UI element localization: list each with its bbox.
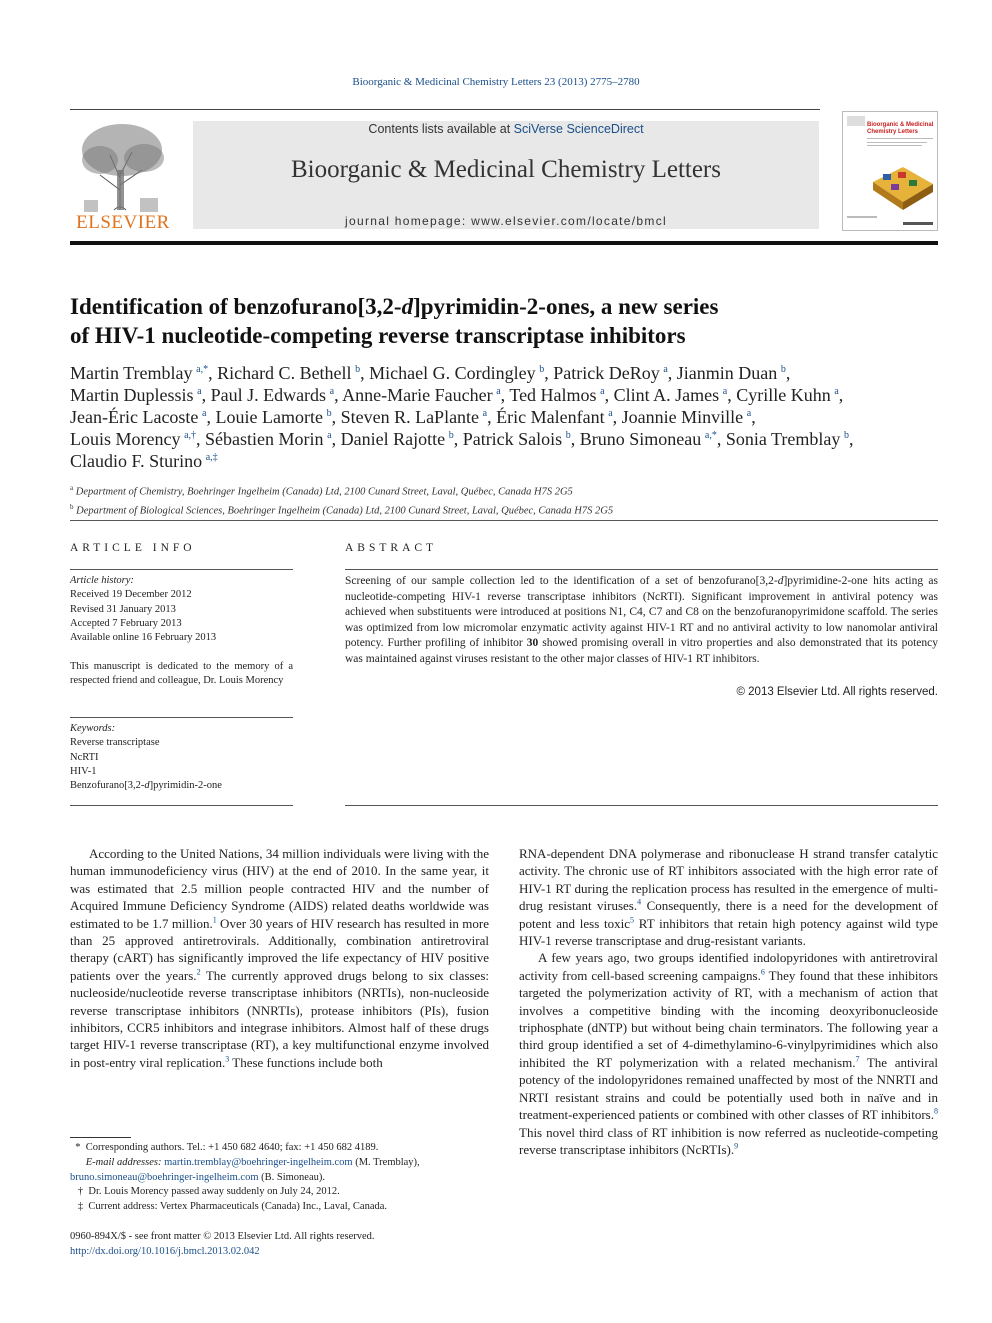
- author-affiliation-mark[interactable]: a,*: [196, 364, 209, 375]
- journal-cover-thumbnail: [842, 111, 938, 231]
- author-separator: ,: [196, 429, 206, 449]
- affiliation-b: $^b$ Department of Biological Sciences, Boehringer Ingelheim (Canada) Ltd, 2100 Cunard Street, Laval, Québec, Canada H7S 2G5: [70, 502, 614, 516]
- author-affiliation-mark[interactable]: a: [482, 408, 488, 419]
- author-affiliation-mark[interactable]: a: [608, 408, 613, 419]
- text: This novel third class of RT inhibition is now referred as nucleotide-competing reverse transcriptase inhibitors (NcRTIs).: [519, 1124, 938, 1157]
- abstract-rule: [345, 569, 938, 570]
- kw4-part-2: ]pyrimidin-2-one: [149, 780, 222, 792]
- body-paragraph: [519, 949, 938, 1158]
- title-italic-d: d: [401, 294, 414, 319]
- email-owner: (B. Simoneau).: [258, 1171, 325, 1183]
- author-separator: ,: [751, 407, 756, 427]
- reference-link[interactable]: 9: [734, 1141, 739, 1151]
- affiliation-b-text: Department of Biological Sciences, Boehringer Ingelheim (Canada) Ltd, 2100 Cunard Street, Laval, Québec, Canada H7S 2G5: [76, 505, 614, 516]
- history-revised: Revised 31 January 2013: [70, 603, 176, 615]
- footnote-rule: [70, 1137, 131, 1138]
- footnote-dagger: [70, 1185, 490, 1200]
- contents-prefix: Contents lists available at: [368, 122, 514, 136]
- keyword-item: NcRTI: [70, 751, 99, 763]
- author[interactable]: Paul J. Edwards: [210, 385, 327, 405]
- author-affiliation-mark[interactable]: b: [780, 364, 786, 375]
- text: These functions include both: [229, 1054, 383, 1070]
- author-separator: ,: [612, 407, 622, 427]
- journal-title: Bioorganic & Medicinal Chemistry Letters: [290, 156, 721, 183]
- author-separator: ,: [838, 385, 844, 405]
- affiliation-a: $^a$ Department of Chemistry, Boehringer Ingelheim (Canada) Ltd, 2100 Cunard Street, Laval, Québec, Canada H7S 2G5: [70, 484, 573, 498]
- author-separator: ,: [716, 429, 726, 449]
- author-separator: ,: [785, 363, 791, 383]
- journal-citation[interactable]: Bioorganic & Medicinal Chemistry Letters 23 (2013) 2775–2780: [352, 76, 640, 88]
- author[interactable]: Patrick Salois: [462, 429, 563, 449]
- fn-mark: ‡: [77, 1201, 84, 1213]
- author[interactable]: Martin Tremblay: [70, 363, 193, 383]
- header-top-rule: [70, 109, 820, 110]
- header-thick-rule: [70, 241, 938, 245]
- text: Over 30 years of HIV research has resulted in more than 25 approved antiretrovirals. Additionally, combination antiretroviral therapy (cART) has significantly improved the life expectancy of HIV positive patients over the years.: [70, 915, 490, 983]
- author[interactable]: Claudio F. Sturino: [70, 451, 203, 471]
- author[interactable]: Clint A. James: [613, 385, 720, 405]
- abstract-copyright: © 2013 Elsevier Ltd. All rights reserved.: [736, 686, 938, 698]
- cover-title-2: Chemistry Letters: [867, 129, 919, 135]
- abstract-italic-d: d: [777, 575, 784, 587]
- dedication: This manuscript is dedicated to the memory of a respected friend and colleague, Dr. Louis Morency: [70, 661, 293, 687]
- author-affiliation-mark[interactable]: a: [202, 408, 207, 419]
- author[interactable]: Louie Lamorte: [215, 407, 323, 427]
- affiliation-rule: [70, 520, 938, 521]
- author[interactable]: Sonia Tremblay: [725, 429, 841, 449]
- author[interactable]: Louis Morency: [70, 429, 181, 449]
- abstract-part-2: ]pyrimidine-2-one hits acting as nucleotide-competing HIV-1 reverse transcriptase inhibitors (NcRTI). Significant improvement in antiviral potency was achieved when substituents were introduced at positions N1, C4, C7 and C8 on the benzofuranopyrimidone scaffold. The series was optimized from low micromolar enzymatic activity against HIV-1 RT and no antiviral activity to low nanomolar antiviral potency. Further profiling of inhibitor: [345, 575, 938, 650]
- author-affiliation-mark[interactable]: b: [355, 364, 361, 375]
- reference-link[interactable]: 5: [630, 915, 635, 925]
- reference-link[interactable]: 3: [225, 1054, 230, 1064]
- text: A few years ago, two groups identified indolopyridones with antiretroviral activity from cell-based screening campaigns.: [519, 950, 938, 983]
- author-separator: ,: [487, 407, 497, 427]
- email-link[interactable]: bruno.simoneau@boehringer-ingelheim.com: [70, 1171, 259, 1183]
- author-affiliation-mark[interactable]: a: [197, 386, 202, 397]
- abstract-bottom-rule: [345, 805, 938, 806]
- author-separator: ,: [206, 407, 216, 427]
- reference-link[interactable]: 8: [934, 1106, 938, 1116]
- author-affiliation-mark[interactable]: a: [746, 408, 752, 419]
- title-part-2: ]pyrimidin-2-ones, a new series: [413, 294, 719, 319]
- author-affiliation-mark[interactable]: b: [448, 430, 454, 441]
- abstract-compound-number: 30: [526, 637, 539, 650]
- issn-doi: [70, 1230, 490, 1259]
- author[interactable]: Bruno Simoneau: [579, 429, 702, 449]
- text: Consequently, there is a need for the development of potent and less toxic: [519, 898, 938, 931]
- author[interactable]: Cyrille Kuhn: [736, 385, 831, 405]
- cover-title: Bioorganic & Medicinal: [867, 122, 934, 128]
- footnote-corresponding: [70, 1141, 490, 1156]
- author-affiliation-mark[interactable]: a: [496, 386, 501, 397]
- author-affiliation-mark[interactable]: b: [539, 364, 545, 375]
- keyword-item: Reverse transcriptase: [70, 737, 160, 749]
- body-paragraph: [519, 845, 938, 949]
- text: RNA-dependent DNA polymerase and ribonuclease H strand transfer catalytic activity. The chronic use of RT inhibitors associated with the high error rate of HIV-1 RT during the replication process has resulted in the emergence of multi-drug resistant viruses.: [519, 846, 938, 914]
- text: The currently approved drugs belong to six classes: nucleoside/nucleotide reverse transcriptase inhibitors (NRTIs), non-nucleoside reverse transcriptase inhibitors (NNRTIs), protease inhibitors (PIs), fusion inhibitors, CCR5 inhibitors and integrase inhibitors. Almost half of these drugs target HIV-1 reverse transcriptase (RT), a key multifunctional enzyme involved in post-entry viral replication.: [70, 967, 490, 1070]
- author-affiliation-mark[interactable]: b: [843, 430, 849, 441]
- keywords-label: Keywords:: [70, 723, 116, 734]
- history-accepted: Accepted 7 February 2013: [70, 617, 182, 629]
- author[interactable]: Jianmin Duan: [676, 363, 778, 383]
- author-separator: ,: [848, 429, 854, 449]
- fn-text: Current address: Vertex Pharmaceuticals (Canada) Inc., Laval, Canada.: [88, 1201, 388, 1213]
- footnote-emails-2: [70, 1171, 490, 1186]
- fn-text: Dr. Louis Morency passed away suddenly on July 24, 2012.: [88, 1186, 340, 1198]
- author-separator: ,: [331, 407, 341, 427]
- email-label: E-mail addresses:: [85, 1156, 162, 1168]
- history-online: Available online 16 February 2013: [70, 632, 217, 644]
- body-column-right: [519, 845, 938, 1158]
- keyword-item: [70, 779, 293, 793]
- text: The antiviral potency of the indolopyridones remained unaffected by most of the NNRTI and NRTI resistant strains and could be potentially used both in naïve and in treatment-experienced patients or combined with other classes of RT inhibitors.: [519, 1054, 939, 1123]
- author-affiliation-mark[interactable]: a,*: [704, 430, 717, 441]
- article-history: [70, 574, 293, 645]
- history-label: Article history:: [70, 575, 134, 586]
- author[interactable]: Patrick DeRoy: [553, 363, 660, 383]
- footnotes: [70, 1141, 490, 1215]
- abstract-part-1: Screening of our sample collection led to the identification of a set of benzofurano[3,2-: [345, 575, 778, 587]
- abstract-text: [345, 574, 938, 668]
- author[interactable]: Martin Duplessis: [70, 385, 194, 405]
- keywords: [70, 722, 293, 793]
- reference-link[interactable]: 7: [855, 1054, 860, 1064]
- kw4-part: Benzofurano[3,2-: [70, 780, 145, 792]
- author-separator: ,: [667, 363, 677, 383]
- affiliations: [70, 481, 938, 518]
- article-title: [70, 292, 938, 350]
- abstract-heading: ABSTRACT: [345, 542, 438, 554]
- history-received: Received 19 December 2012: [70, 589, 192, 601]
- author-separator: ,: [500, 385, 510, 405]
- author-list: [70, 362, 950, 472]
- author-separator: ,: [360, 363, 370, 383]
- text: RT inhibitors that retain high potency against wild type HIV-1 reverse transcriptase and drug-resistant variants.: [519, 915, 938, 949]
- kw4-italic: d: [144, 780, 150, 792]
- affiliation-a-text: Department of Chemistry, Boehringer Ingelheim (Canada) Ltd, 2100 Cunard Street, Laval, Québec, Canada H7S 2G5: [75, 486, 573, 498]
- body-column-left: [70, 845, 489, 1071]
- author-separator: ,: [604, 385, 614, 405]
- author-affiliation-mark[interactable]: a: [722, 386, 728, 397]
- reference-link[interactable]: 6: [760, 967, 765, 977]
- article-info-heading: ARTICLE INFO: [70, 542, 196, 554]
- author[interactable]: Sébastien Morin: [205, 429, 324, 449]
- author[interactable]: Éric Malenfant: [496, 407, 605, 427]
- issn-line: 0960-894X/$ - see front matter © 2013 Elsevier Ltd. All rights reserved.: [70, 1231, 375, 1242]
- footnote-double-dagger: [70, 1200, 490, 1215]
- reference-link[interactable]: 2: [196, 967, 201, 977]
- author-affiliation-mark[interactable]: b: [565, 430, 571, 441]
- author-affiliation-mark[interactable]: b: [326, 408, 332, 419]
- keyword-item: HIV-1: [70, 765, 97, 777]
- journal-homepage[interactable]: journal homepage: www.elsevier.com/locate/bmcl: [345, 214, 667, 228]
- article-info-bottom-rule: [70, 805, 293, 806]
- author-affiliation-mark[interactable]: a: [834, 386, 839, 397]
- author-separator: ,: [331, 429, 341, 449]
- fn-text: Corresponding authors. Tel.: +1 450 682 4640; fax: +1 450 682 4189.: [85, 1142, 379, 1153]
- contents-line: [193, 122, 819, 136]
- author-separator: ,: [570, 429, 580, 449]
- author[interactable]: Ted Halmos: [509, 385, 597, 405]
- text: They found that these inhibitors targeted the polymerization activity of RT, with a mechanism of action that involves a competitive binding with the incoming deoxyribonucleoside triphosphate (dNTP) but without being chain terminators. The following year a third group identified a set of 4-dimethylamino-6-vinylpyrimidines which also inhibited the RT polymerization with a related mechanism.: [519, 967, 938, 1070]
- author-separator: ,: [727, 385, 737, 405]
- author[interactable]: Daniel Rajotte: [340, 429, 446, 449]
- author[interactable]: Michael G. Cordingley: [369, 363, 536, 383]
- author[interactable]: Richard C. Bethell: [217, 363, 352, 383]
- reference-link[interactable]: 1: [212, 915, 217, 925]
- cover-art: [843, 112, 938, 231]
- abstract-part-3: showed promising overall in vitro properties and also demonstrated that its potency was maintained against viruses resistant to the other major classes of HIV-1 RT inhibitors.: [345, 637, 938, 665]
- author-affiliation-mark[interactable]: a: [600, 386, 605, 397]
- title-line-2: of HIV-1 nucleotide-competing reverse transcriptase inhibitors: [70, 323, 686, 348]
- author[interactable]: Joannie Minville: [621, 407, 744, 427]
- article-info-rule: [70, 569, 293, 570]
- author-separator: ,: [544, 363, 554, 383]
- email-owner: (M. Tremblay),: [352, 1156, 420, 1168]
- elsevier-wordmark: ELSEVIER: [76, 212, 170, 233]
- fn-mark: †: [77, 1186, 84, 1198]
- author[interactable]: Steven R. LaPlante: [340, 407, 480, 427]
- author-affiliation-mark[interactable]: a: [663, 364, 668, 375]
- author-affiliation-mark[interactable]: a: [329, 386, 335, 397]
- reference-link[interactable]: 4: [637, 897, 642, 907]
- sciencedirect-link[interactable]: SciVerse ScienceDirect: [513, 122, 644, 136]
- author[interactable]: Jean-Éric Lacoste: [70, 407, 199, 427]
- text: According to the United Nations, 34 million individuals were living with the human immunodeficiency virus (HIV) at the end of 2010. In the same year, it was estimated that 2.5 million people contracted HIV and the number of Acquired Immune Deficiency Syndrome (AIDS) related deaths worldwide was estimated to be 1.7 million.: [70, 846, 489, 931]
- author-affiliation-mark[interactable]: a: [327, 430, 332, 441]
- author-affiliation-mark[interactable]: a,‡: [205, 452, 218, 463]
- email-link[interactable]: martin.tremblay@boehringer-ingelheim.com: [164, 1156, 353, 1168]
- doi-link[interactable]: http://dx.doi.org/10.1016/j.bmcl.2013.02.042: [70, 1245, 260, 1257]
- author-separator: ,: [208, 363, 218, 383]
- author-affiliation-mark[interactable]: a,†: [184, 430, 197, 441]
- footnote-emails: [70, 1156, 490, 1171]
- author-separator: ,: [453, 429, 463, 449]
- title-part: Identification of benzofurano[3,2-: [70, 294, 402, 319]
- author-separator: ,: [201, 385, 211, 405]
- body-paragraph: [70, 845, 489, 1071]
- author[interactable]: Anne-Marie Faucher: [342, 385, 493, 405]
- keywords-rule: [70, 717, 293, 718]
- fn-mark: *: [75, 1142, 81, 1153]
- author-separator: ,: [334, 385, 343, 405]
